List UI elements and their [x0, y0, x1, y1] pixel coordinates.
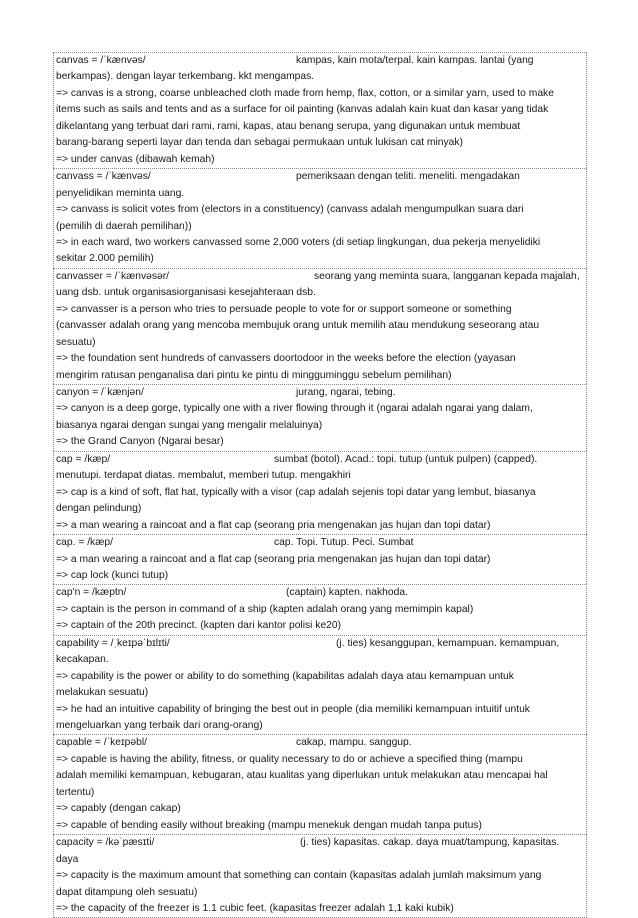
entry-line: mengirim ratusan penganalisa dari pintu ke pintu di mingguminggu sebelum pemilihan): [56, 369, 452, 381]
entry-line: => canyon is a deep gorge, typically one with a river flowing through it (ngarai adalah ngarai yang dalam,: [56, 403, 533, 415]
definition: jurang, ngarai, tebing.: [296, 387, 396, 399]
entry-canvas: [53, 52, 587, 168]
entry-canyon: [53, 384, 587, 451]
definition: (j. ties) kesanggupan, kemampuan. kemampuan,: [336, 637, 560, 649]
headword: capable = /ˈkeɪpəbl/: [56, 737, 147, 749]
entry-line: biasanya ngarai dengan sungai yang mengalir melaluinya): [56, 419, 323, 431]
entry-line: => canvasser is a person who tries to persuade people to vote for or support someone or something: [56, 303, 512, 315]
headword: cap. = /kæp/: [56, 537, 113, 549]
entry-line: => canvass is solicit votes from (electors in a constituency) (canvass adalah mengumpulkan suara dari: [56, 204, 524, 216]
entry-line: => capably (dengan cakap): [56, 803, 181, 815]
entry-line: => the capacity of the freezer is 1.1 cubic feet. (kapasitas freezer adalah 1,1 kaki kubik): [56, 902, 454, 914]
definition: sumbat (botol). Acad.: topi. tutup (untuk pulpen) (capped).: [274, 453, 538, 465]
headword: capacity = /kəˈpæsɪti/: [56, 837, 155, 849]
definition: (j. ties) kapasitas. cakap. daya muat/tampung, kapasitas.: [300, 837, 560, 849]
entry-line: => under canvas (dibawah kemah): [56, 153, 215, 165]
entry-line: => in each ward, two workers canvassed some 2,000 voters (di setiap lingkungan, dua pekerja menyelidiki: [56, 236, 541, 248]
entry-line: => cap is a kind of soft, flat hat, typically with a visor (cap adalah sejenis topi datar yang lembut, biasanya: [56, 486, 536, 498]
entry-line: kecakapan.: [56, 654, 109, 666]
entry-line: => the foundation sent hundreds of canvassers doortodoor in the weeks before the election (yayasan: [56, 353, 516, 365]
headword: canvasser = /ˈkænvəsər/: [56, 270, 170, 282]
entry-line: daya: [56, 853, 79, 865]
dictionary-page: [53, 52, 587, 918]
entry-line: sekitar 2.000 pemilih): [56, 253, 154, 265]
entry-line: penyelidikan meminta uang.: [56, 187, 185, 199]
entry-line: => the Grand Canyon (Ngarai besar): [56, 436, 224, 448]
entry-line: tertentu): [56, 786, 95, 798]
entry-line: dengan pelindung): [56, 503, 142, 515]
entry-line: melakukan sesuatu): [56, 687, 149, 699]
entry-line: => captain is the person in command of a ship (kapten adalah orang yang memimpin kapal): [56, 603, 474, 615]
entry-line: sesuatu): [56, 336, 96, 348]
entry-capn: [53, 584, 587, 634]
entry-line: adalah memiliki kemampuan, kebugaran, atau kualitas yang diperlukan untuk melakukan atau mencapai hal: [56, 770, 548, 782]
entry-line: barang-barang seperti layar dan tenda dan sebagai permukaan untuk lukisan cat minyak): [56, 137, 463, 149]
entry-line: mengeluarkan yang terbaik dari orang-orang): [56, 720, 263, 731]
entry-line: berkampas). dengan layar terkembang. kkt mengampas.: [56, 71, 315, 83]
headword: cap'n = /kæptn/: [56, 587, 127, 599]
entry-cap: [53, 451, 587, 534]
entry-canvass: [53, 168, 587, 268]
entry-line: (pemilih di daerah pemilihan)): [56, 220, 192, 232]
entry-canvasser: [53, 268, 587, 384]
entry-line: => capable of bending easily without breaking (mampu menekuk dengan mudah tanpa putus): [56, 819, 482, 831]
entry-capable: [53, 734, 587, 834]
entry-line: dapat ditampung oleh sesuatu): [56, 886, 198, 898]
entry-line: => captain of the 20th precinct. (kapten dari kantor polisi ke20): [56, 620, 342, 632]
entry-capacity: [53, 834, 587, 918]
entry-line: => capability is the power or ability to do something (kapabilitas adalah daya atau kemampuan untuk: [56, 670, 514, 682]
entry-line: items such as sails and tents and as a surface for oil painting (kanvas adalah kain kuat dan kasar yang tidak: [56, 104, 549, 116]
entry-line: => capable is having the ability, fitness, or quality necessary to do or achieve a specified thing (mampu: [56, 753, 523, 765]
headword: canvas = /ˈkænvəs/: [56, 55, 146, 66]
headword: cap = /kæp/: [56, 453, 111, 465]
headword: canvass = /ˈkænvəs/: [56, 171, 151, 183]
entry-line: dikelantang yang terbuat dari rami, rami, kapas, atau benang serupa, yang digunakan untuk membuat: [56, 120, 521, 132]
definition: cap. Topi. Tutup. Peci. Sumbat: [274, 537, 414, 549]
headword: capability = /ˌkeɪpəˈbɪlɪti/: [56, 637, 170, 649]
entry-line: => canvas is a strong, coarse unbleached cloth made from hemp, flax, cotton, or a similar yarn, used to make: [56, 87, 554, 99]
definition: kampas, kain mota/terpal. kain kampas. lantai (yang: [296, 55, 534, 66]
entry-line: => a man wearing a raincoat and a flat cap (seorang pria mengenakan jas hujan dan topi datar): [56, 553, 491, 565]
entry-line: => a man wearing a raincoat and a flat cap (seorang pria mengenakan jas hujan dan topi datar): [56, 519, 491, 531]
entry-cap-abbr: [53, 534, 587, 584]
definition: cakap, mampu. sanggup.: [296, 737, 412, 749]
definition: pemeriksaan dengan teliti. meneliti. mengadakan: [296, 171, 520, 183]
entry-line: menutupi. terdapat diatas. membalut, memberi tutup. mengakhiri: [56, 470, 351, 482]
entry-line: => capacity is the maximum amount that something can contain (kapasitas adalah jumlah maksimum yang: [56, 870, 542, 882]
definition: seorang yang meminta suara, langganan kepada majalah,: [314, 270, 580, 282]
entry-line: => cap lock (kunci tutup): [56, 569, 169, 581]
definition: (captain) kapten. nakhoda.: [286, 587, 408, 599]
entry-line: (canvasser adalah orang yang mencoba membujuk orang untuk memilih atau mendukung seseorang atau: [56, 320, 540, 332]
entry-capability: [53, 635, 587, 735]
entry-line: => he had an intuitive capability of bringing the best out in people (dia memiliki kemampuan intuitif untuk: [56, 703, 530, 715]
entry-line: uang dsb. untuk organisasiorganisasi kesejahteraan dsb.: [56, 287, 316, 299]
headword: canyon = /ˈkænjən/: [56, 387, 144, 399]
